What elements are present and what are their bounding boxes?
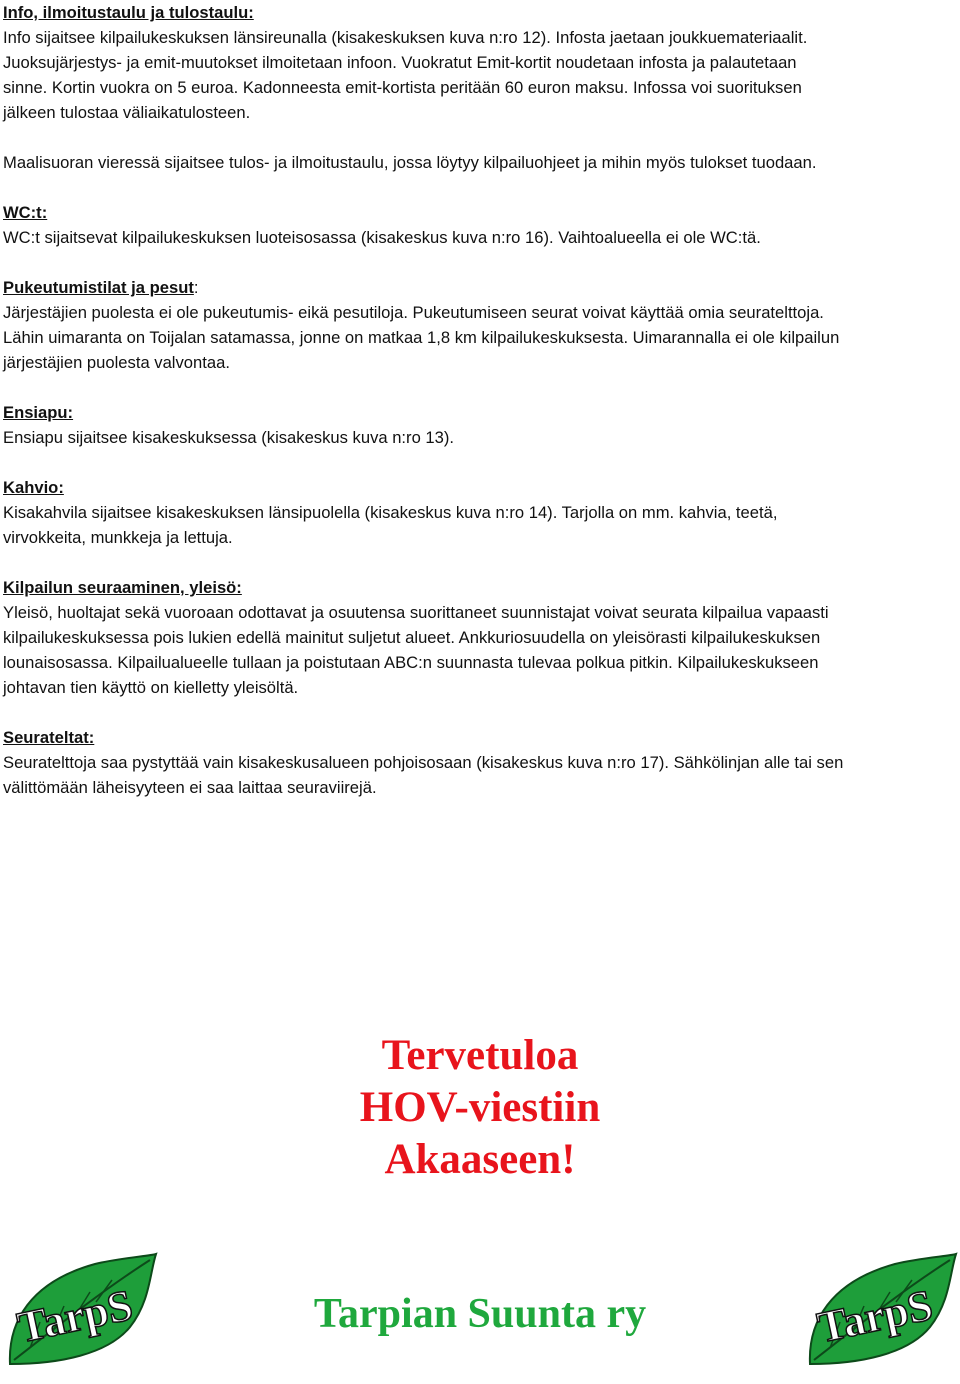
following-line: johtavan tien käyttö on kielletty yleisöltä. (3, 678, 299, 697)
wc-line: WC:t sijaitsevat kilpailukeskuksen luoteisosassa (kisakeskus kuva n:ro 16). Vaihtoalueella ei ole WC:tä. (3, 228, 761, 247)
info-line: Info sijaitsee kilpailukeskuksen länsireunalla (kisakeskuksen kuva n:ro 12). Infosta jaetaan joukkuemateriaalit. (3, 28, 808, 47)
cafe-heading: Kahvio: (3, 478, 64, 497)
info-heading: Info, ilmoitustaulu ja tulostaulu: (3, 3, 254, 22)
following-line: Yleisö, huoltajat sekä vuoroaan odottavat ja osuutensa suorittaneet suunnistajat voivat seurata kilpailua vapaasti (3, 603, 829, 622)
firstaid-heading: Ensiapu: (3, 403, 74, 422)
changing-line: Lähin uimaranta on Toijalan satamassa, jonne on matkaa 1,8 km kilpailukeskuksesta. Uimarannalla ei ole kilpailun (3, 328, 840, 347)
welcome-banner (0, 1030, 960, 1186)
welcome-line: HOV-viestiin (359, 1084, 601, 1131)
info-line: Juoksujärjestys- ja emit-muutokset ilmoitetaan infoon. Vuokratut Emit-kortit noudetaan infosta ja palautetaan (3, 53, 797, 72)
tents-line: välittömään läheisyyteen ei saa laittaa seuraviirejä. (3, 778, 377, 797)
cafe-line: virvokkeita, munkkeja ja lettuja. (3, 528, 233, 547)
wc-heading: WC:t: (3, 203, 48, 222)
changing-heading-colon: : (193, 278, 199, 297)
following-line: lounaisosassa. Kilpailualueelle tullaan ja poistutaan ABC:n suunnasta tulevaa polkua pitkin. Kilpailukeskukseen (3, 653, 819, 672)
changing-heading-row (3, 275, 953, 300)
svg-text:TarpS: TarpS (13, 1280, 137, 1353)
following-heading: Kilpailun seuraaminen, yleisö: (3, 578, 242, 597)
info-line: sinne. Kortin vuokra on 5 euroa. Kadonneesta emit-kortista peritään 60 euron maksu. Infossa voi suorituksen (3, 78, 802, 97)
svg-text:TarpS: TarpS (813, 1280, 937, 1353)
leaf-logo-icon (0, 1252, 160, 1372)
cafe-line: Kisakahvila sijaitsee kisakeskuksen länsipuolella (kisakeskus kuva n:ro 14). Tarjolla on mm. kahvia, teetä, (3, 503, 778, 522)
welcome-line: Tervetuloa (381, 1032, 579, 1079)
firstaid-line: Ensiapu sijaitsee kisakeskuksessa (kisakeskus kuva n:ro 13). (3, 428, 454, 447)
changing-heading: Pukeutumistilat ja pesut (3, 278, 194, 297)
changing-line: Järjestäjien puolesta ei ole pukeutumis- eikä pesutiloja. Pukeutumiseen seurat voivat käyttää omia seuratelttoja. (3, 303, 824, 322)
club-name: Tarpian Suunta ry (313, 1291, 647, 1337)
leaf-logo-icon (800, 1252, 960, 1372)
changing-line: järjestäjien puolesta valvontaa. (3, 353, 230, 372)
welcome-line: Akaaseen! (384, 1136, 576, 1183)
notice-board-text: Maalisuoran vieressä sijaitsee tulos- ja ilmoitustaulu, jossa löytyy kilpailuohjeet ja mihin myös tulokset tuodaan. (3, 153, 817, 172)
following-line: kilpailukeskuksessa pois lukien edellä mainitut suljetut alueet. Ankkuriosuudella on yleisörasti kilpailukeskuksen (3, 628, 821, 647)
tents-line: Seuratelttoja saa pystyttää vain kisakeskusalueen pohjoisosaan (kisakeskus kuva n:ro 17). Sähkölinjan alle tai sen (3, 753, 844, 772)
document-body (3, 0, 953, 800)
info-line: jälkeen tulostaa väliaikatulosteen. (3, 103, 251, 122)
tents-heading: Seurateltat: (3, 728, 95, 747)
